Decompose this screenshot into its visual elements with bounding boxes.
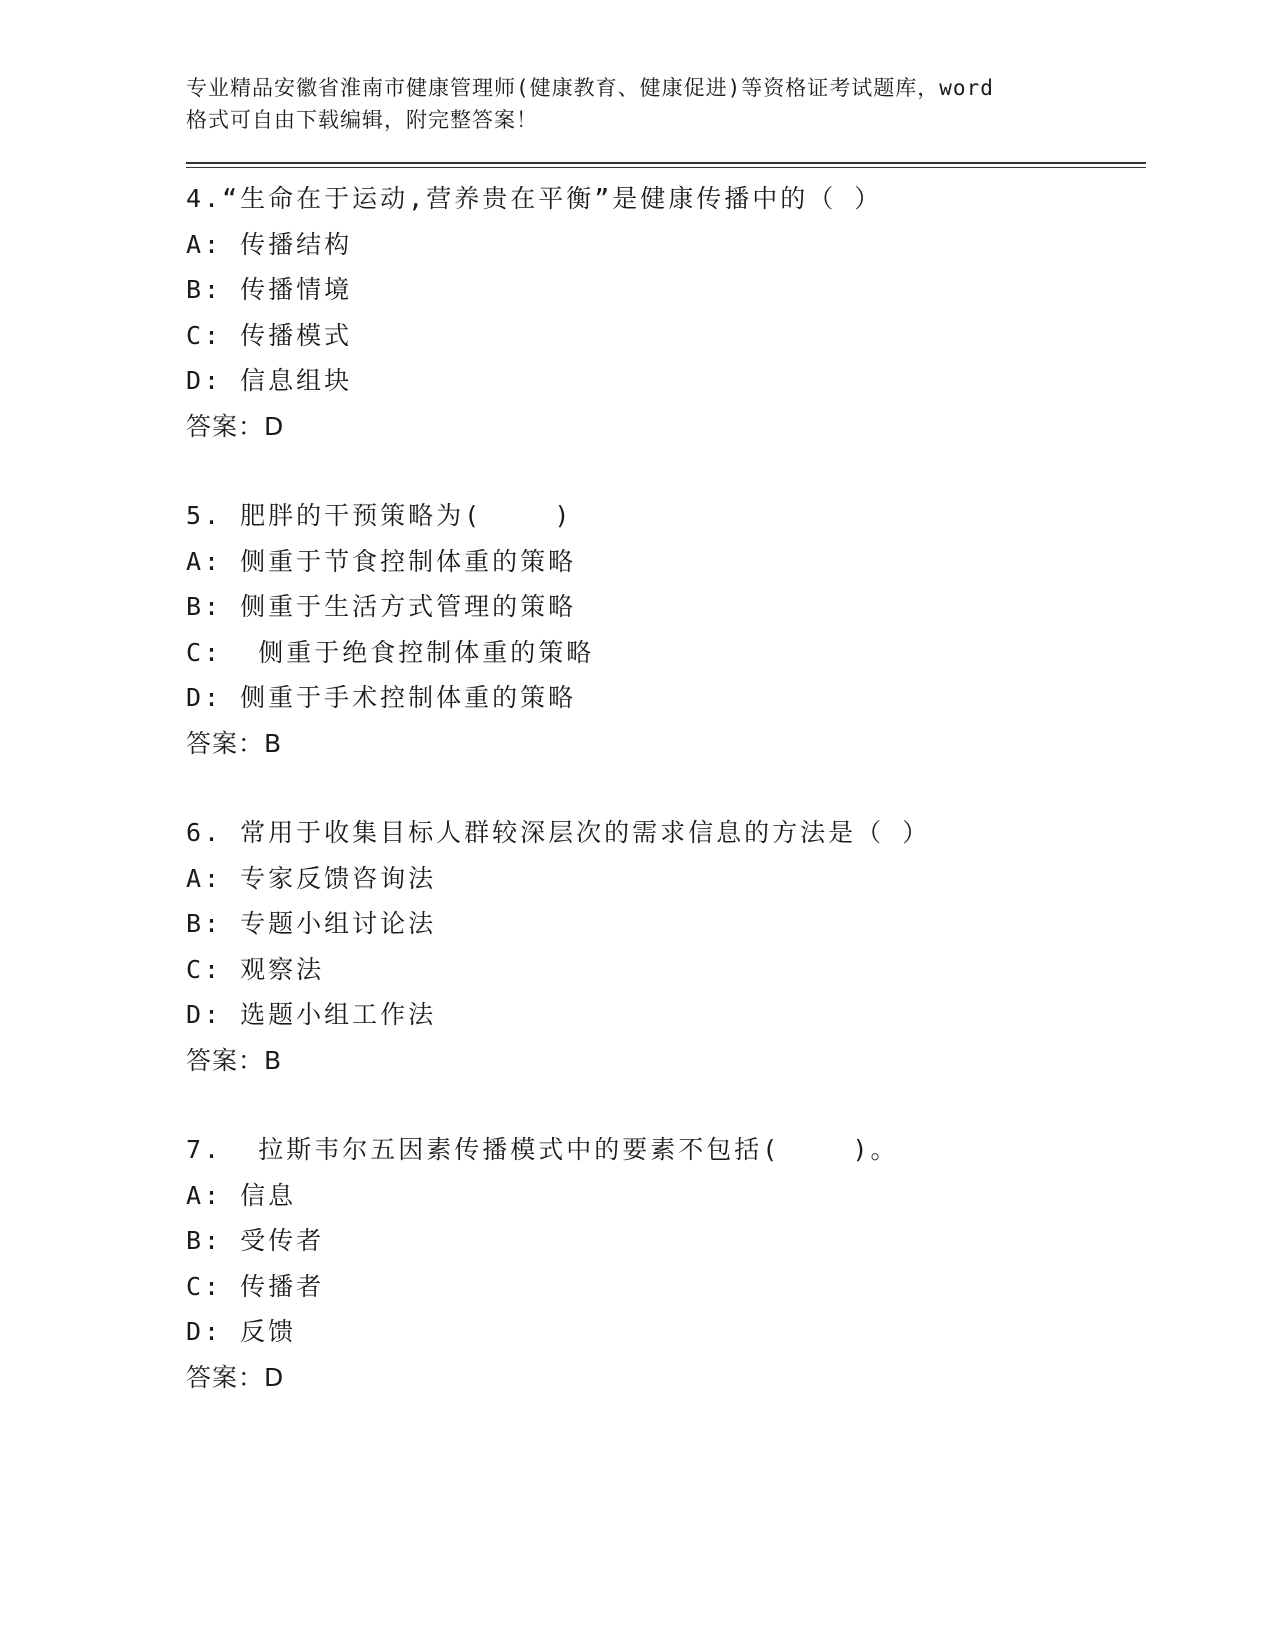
option-c: C: 传播者: [186, 1271, 325, 1301]
document-page: [186, 72, 1146, 1400]
question-7: [186, 1127, 1146, 1400]
option-b: B: 传播情境: [186, 275, 353, 304]
header-line-1: 专业精品安徽省淮南市健康管理师(健康教育、健康促进)等资格证考试题库，word: [186, 76, 994, 100]
question-gap: [186, 766, 1146, 810]
header-line-2: 格式可自由下载编辑，附完整答案！: [186, 108, 538, 132]
answer: 答案：D: [186, 411, 285, 441]
question-title: 6. 常用于收集目标人群较深层次的需求信息的方法是（ ）: [186, 818, 931, 847]
question-gap: [186, 449, 1146, 493]
option-d: D: 侧重于手术控制体重的策略: [186, 683, 577, 712]
option-b: B: 专题小组讨论法: [186, 909, 437, 938]
option-a: A: 专家反馈咨询法: [186, 863, 437, 893]
option-c: C: 侧重于绝食控制体重的策略: [186, 637, 595, 667]
option-a: A: 信息: [186, 1180, 297, 1210]
header-divider: [186, 162, 1146, 168]
document-header: [186, 72, 1086, 136]
question-gap: [186, 1083, 1146, 1127]
option-b: B: 受传者: [186, 1226, 325, 1255]
option-d: D: 信息组块: [186, 366, 353, 395]
question-6: [186, 810, 1146, 1083]
answer: 答案：B: [186, 728, 283, 758]
answer: 答案：D: [186, 1362, 285, 1392]
option-c: C: 观察法: [186, 954, 325, 984]
answer: 答案：B: [186, 1045, 283, 1075]
question-title: 7. 拉斯韦尔五因素传播模式中的要素不包括( )。: [186, 1135, 899, 1164]
option-b: B: 侧重于生活方式管理的策略: [186, 592, 577, 621]
option-d: D: 选题小组工作法: [186, 1000, 437, 1029]
option-d: D: 反馈: [186, 1317, 297, 1346]
option-a: A: 传播结构: [186, 229, 353, 259]
question-title: 5. 肥胖的干预策略为( ): [186, 501, 573, 530]
question-4: [186, 176, 1146, 449]
option-c: C: 传播模式: [186, 320, 353, 350]
question-5: [186, 493, 1146, 766]
option-a: A: 侧重于节食控制体重的策略: [186, 546, 577, 576]
question-title: 4.“生命在于运动,营养贵在平衡”是健康传播中的（ ）: [186, 184, 883, 213]
